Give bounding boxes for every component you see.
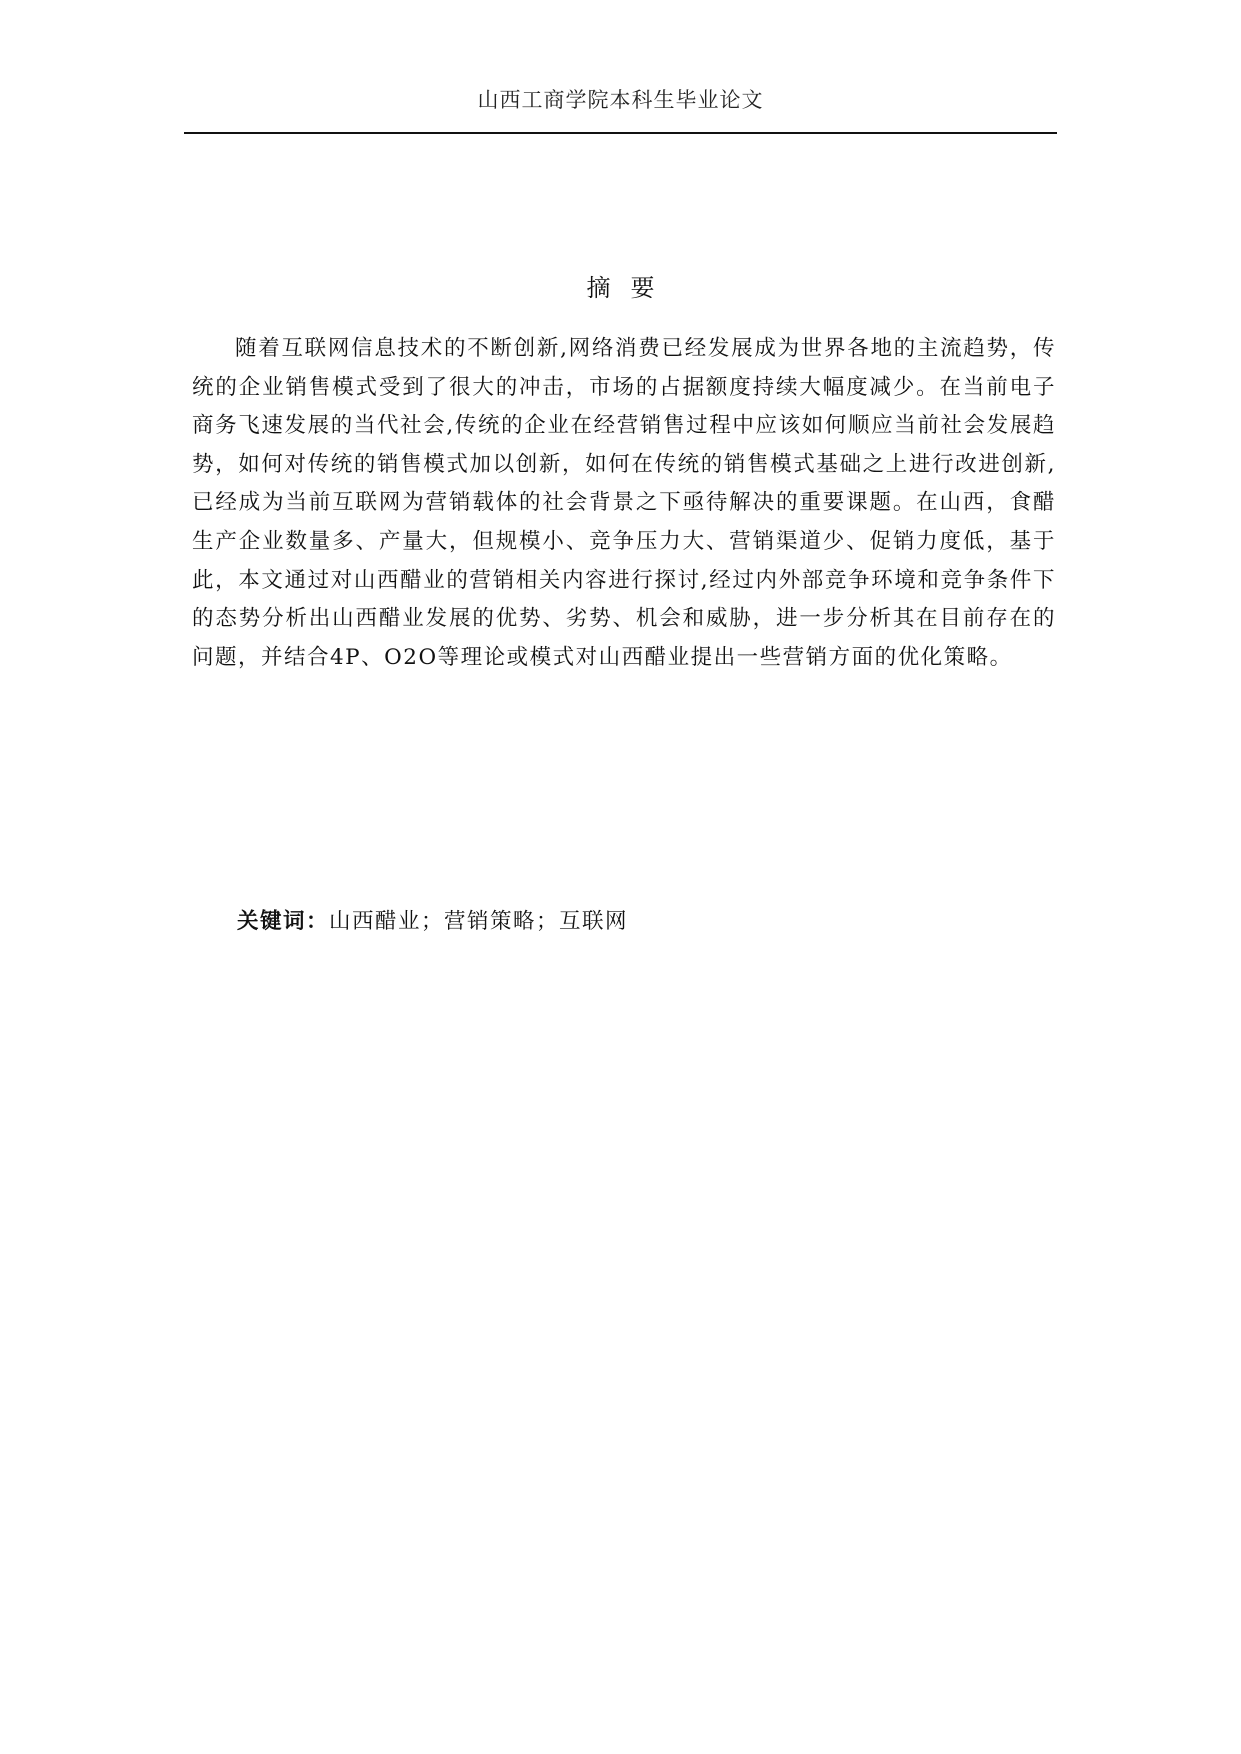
page-header: 山西工商学院本科生毕业论文: [477, 88, 764, 112]
abstract-body: 随着互联网信息技术的不断创新,网络消费已经发展成为世界各地的主流趋势，传统的企业销售模式受到了很大的冲击，市场的占据额度持续大幅度减少。在当前电子商务飞速发展的当代社会,传统的企业在经营销售过程中应该如何顺应当前社会发展趋势，如何对传统的销售模式加以创新，如何在传统的销售模式基础之上进行改进创新,已经成为当前互联网为营销载体的社会背景之下亟待解决的重要课题。在山西，食醋生产企业数量多、产量大，但规模小、竞争压力大、营销渠道少、促销力度低，基于此，本文通过对山西醋业的营销相关内容进行探讨,经过内外部竞争环境和竞争条件下的态势分析出山西醋业发展的优势、劣势、机会和威胁，进一步分析其在目前存在的问题，并结合4P、O2O等理论或模式对山西醋业提出一些营销方面的优化策略。: [192, 336, 1056, 670]
abstract-title: 摘要: [586, 274, 675, 302]
keywords-line: [237, 904, 628, 935]
header-divider: [184, 132, 1057, 134]
keywords-items: 山西醋业；营销策略；互联网: [329, 909, 629, 934]
keywords-label: 关键词：: [237, 909, 330, 934]
